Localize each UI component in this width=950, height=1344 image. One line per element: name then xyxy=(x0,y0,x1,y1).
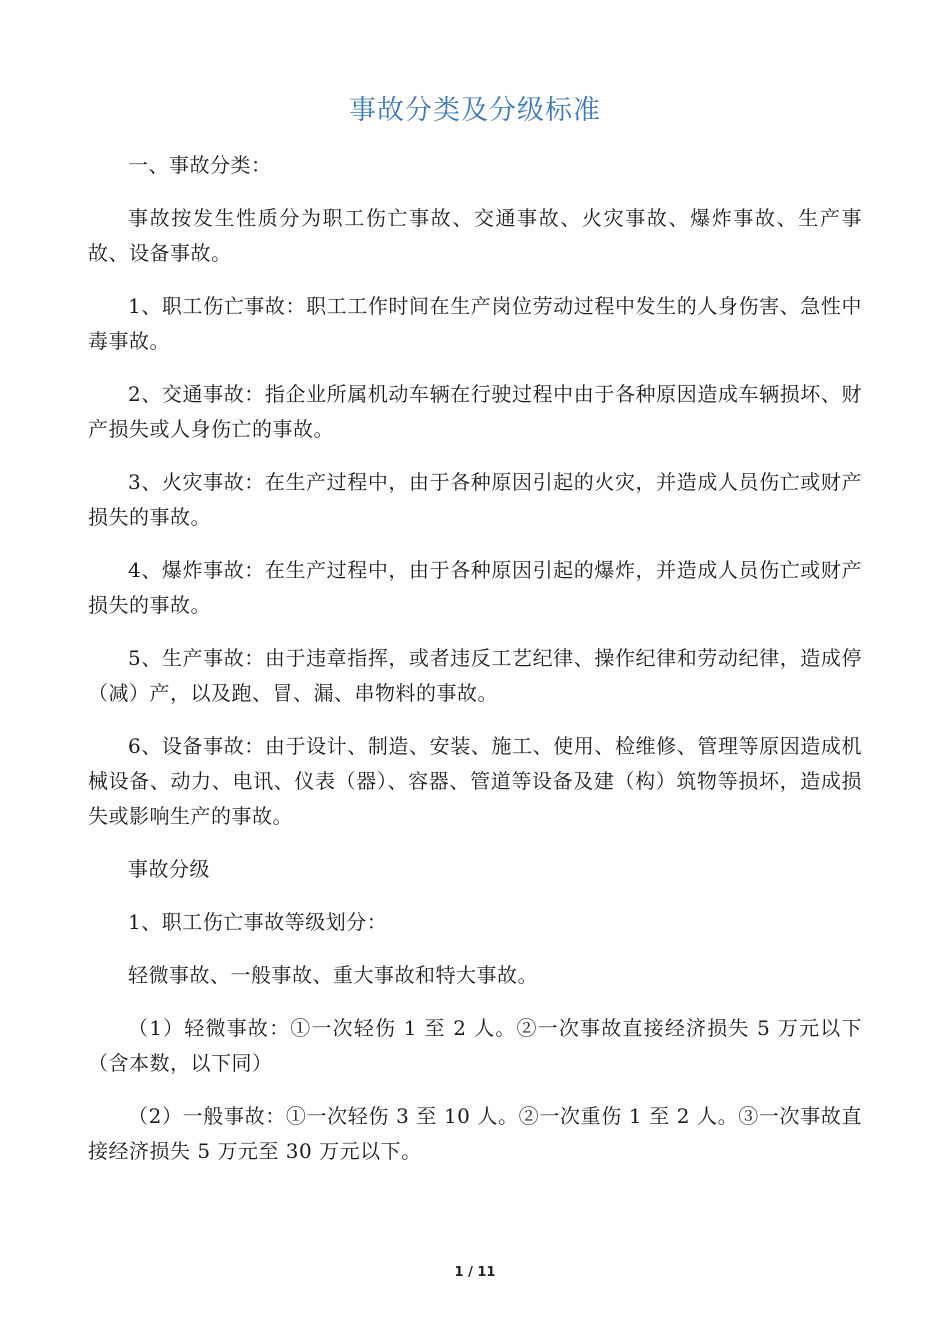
paragraph-classification-intro: 事故按发生性质分为职工伤亡事故、交通事故、火灾事故、爆炸事故、生产事故、设备事故。 xyxy=(88,206,862,265)
paragraph-injury-grading: 1、职工伤亡事故等级划分： xyxy=(128,910,388,934)
paragraph-injury-accident: 1、职工伤亡事故：职工工作时间在生产岗位劳动过程中发生的人身伤害、急性中毒事故。 xyxy=(88,294,862,353)
section-heading-classification: 一、事故分类： xyxy=(128,153,272,177)
page-number: 1 / 11 xyxy=(454,1265,496,1280)
paragraph-fire-accident: 3、火灾事故：在生产过程中，由于各种原因引起的火灾，并造成人员伤亡或财产损失的事故。 xyxy=(88,470,862,529)
section-heading-grading: 事故分级 xyxy=(128,857,210,881)
document-title: 事故分类及分级标准 xyxy=(349,95,601,126)
paragraph-general-accident: （2）一般事故：①一次轻伤 3 至 10 人。②一次重伤 1 至 2 人。③一次事故直接经济损失 5 万元至 30 万元以下。 xyxy=(88,1104,862,1163)
paragraph-traffic-accident: 2、交通事故：指企业所属机动车辆在行驶过程中由于各种原因造成车辆损坏、财产损失或人身伤亡的事故。 xyxy=(88,382,862,441)
paragraph-equipment-accident: 6、设备事故：由于设计、制造、安装、施工、使用、检维修、管理等原因造成机械设备、动力、电讯、仪表（器）、容器、管道等设备及建（构）筑物等损坏，造成损失或影响生产的事故。 xyxy=(88,734,862,828)
paragraph-production-accident: 5、生产事故：由于违章指挥，或者违反工艺纪律、操作纪律和劳动纪律，造成停（减）产，以及跑、冒、漏、串物料的事故。 xyxy=(88,646,862,705)
paragraph-grade-list: 轻微事故、一般事故、重大事故和特大事故。 xyxy=(128,963,538,987)
paragraph-minor-accident: （1）轻微事故：①一次轻伤 1 至 2 人。②一次事故直接经济损失 5 万元以下（含本数，以下同） xyxy=(88,1016,862,1075)
document-body xyxy=(88,148,862,1187)
paragraph-explosion-accident: 4、爆炸事故：在生产过程中，由于各种原因引起的爆炸，并造成人员伤亡或财产损失的事故。 xyxy=(88,558,862,617)
